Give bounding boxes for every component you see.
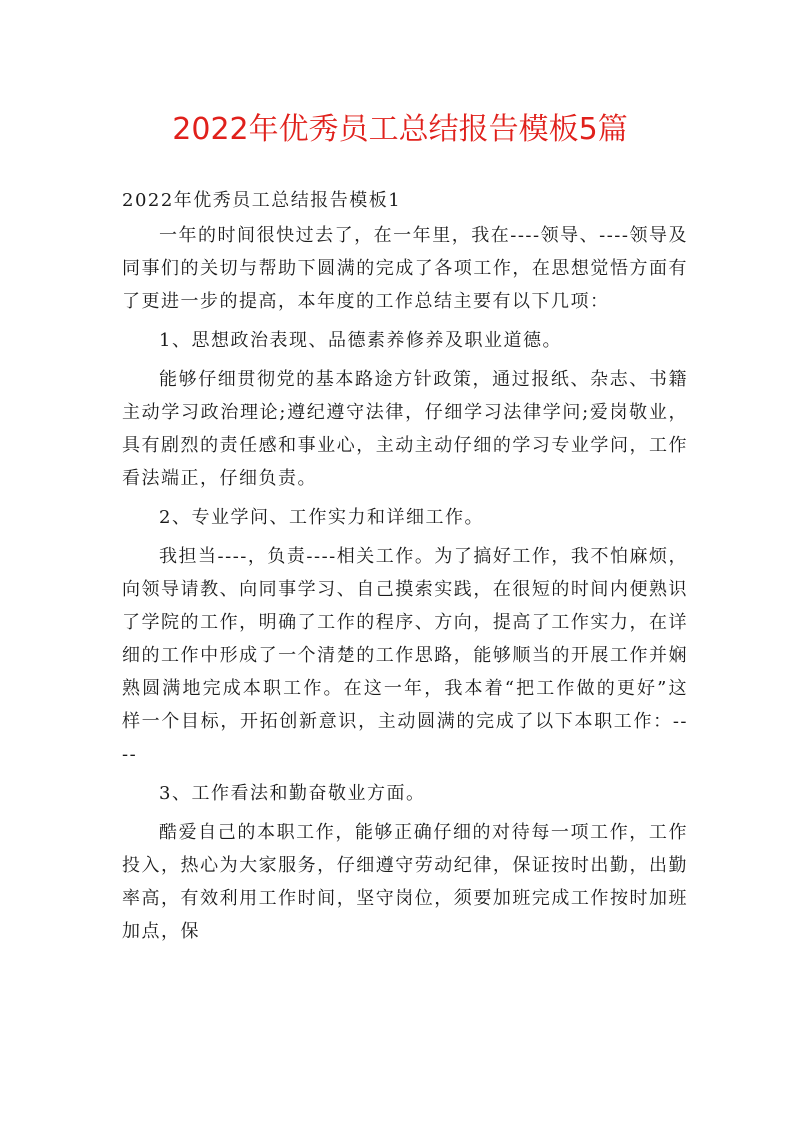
section-heading-3: 3、工作看法和勤奋敬业方面。 bbox=[159, 783, 426, 804]
paragraph-politics: 能够仔细贯彻党的基本路途方针政策，通过报纸、杂志、书籍主动学习政治理论;遵纪遵守法律，仔细学习法律学问;爱岗敬业，具有剧烈的责任感和事业心，主动主动仔细的学习专业学问，工作看法端正，仔细负责。 bbox=[122, 369, 688, 489]
paragraph-work: 我担当----，负责----相关工作。为了搞好工作，我不怕麻烦，向领导请教、向同事学习、自己摸索实践，在很短的时间内便熟识了学院的工作，明确了工作的程序、方向，提高了工作实力，在详细的工作中形成了一个清楚的工作思路，能够顺当的开展工作并娴熟圆满地完成本职工作。在这一年，我本着“把工作做的更好”这样一个目标，开拓创新意识，主动圆满的完成了以下本职工作：---- bbox=[122, 546, 688, 765]
paragraph-attitude: 酷爱自己的本职工作，能够正确仔细的对待每一项工作，工作投入，热心为大家服务，仔细遵守劳动纪律，保证按时出勤，出勤率高，有效利用工作时间，坚守岗位，须要加班完成工作按时加班加点，保 bbox=[122, 822, 688, 942]
paragraph-intro: 一年的时间很快过去了，在一年里，我在----领导、----领导及同事们的关切与帮助下圆满的完成了各项工作，在思想觉悟方面有了更进一步的提高，本年度的工作总结主要有以下几项： bbox=[122, 225, 688, 312]
document-title: 2022年优秀员工总结报告模板5篇 bbox=[172, 112, 628, 147]
document-body bbox=[122, 184, 688, 954]
section-subtitle: 2022年优秀员工总结报告模板1 bbox=[122, 190, 402, 211]
section-heading-2: 2、专业学问、工作实力和详细工作。 bbox=[159, 507, 484, 528]
section-heading-1: 1、思想政治表现、品德素养修养及职业道德。 bbox=[159, 330, 562, 351]
